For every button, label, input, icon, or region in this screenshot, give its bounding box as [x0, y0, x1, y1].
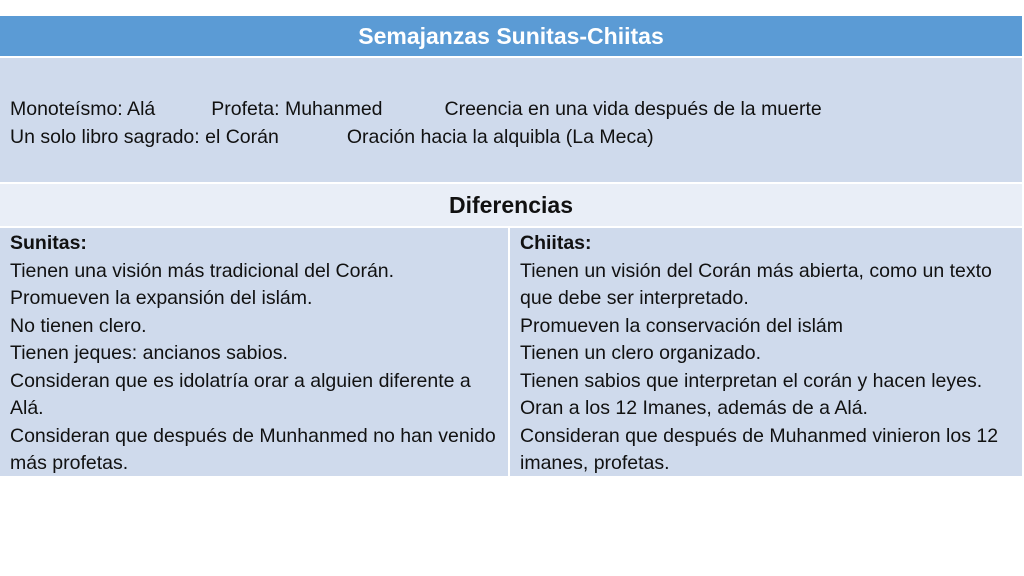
comparison-table — [0, 16, 1022, 476]
similarities-cell — [0, 58, 1022, 184]
similarity-item: Monoteísmo: Alá — [10, 98, 156, 120]
list-item: Tienen un clero organizado. — [520, 342, 762, 364]
differences-heading: Diferencias — [0, 184, 1022, 228]
differences-row — [0, 228, 1022, 476]
list-item: Tienen sabios que interpretan el corán y hacen leyes. — [520, 369, 983, 392]
list-item: No tienen clero. — [10, 314, 147, 337]
sunitas-heading: Sunitas: — [10, 232, 87, 254]
list-item: Consideran que después de Munhanmed no han venido más profetas. — [10, 424, 496, 474]
list-item: Tienen jeques: ancianos sabios. — [10, 342, 288, 364]
list-item: Promueven la expansión del islám. — [10, 287, 313, 309]
sunitas-column — [0, 228, 510, 476]
list-item: Tienen un visión del Corán más abierta, como un texto que debe ser interpretado. — [520, 259, 992, 309]
similarity-item: Profeta: Muhanmed — [211, 98, 383, 120]
list-item: Oran a los 12 Imanes, además de a Alá. — [520, 397, 868, 419]
list-item: Consideran que es idolatría orar a alguien diferente a Alá. — [10, 369, 471, 419]
similarity-item: Creencia en una vida después de la muerte — [444, 98, 822, 120]
table-title: Semajanzas Sunitas-Chiitas — [0, 16, 1022, 58]
similarities-line-1 — [10, 98, 822, 121]
list-item: Consideran que después de Muhanmed vinieron los 12 imanes, profetas. — [520, 424, 999, 474]
similarity-item: Oración hacia la alquibla (La Meca) — [346, 126, 654, 148]
list-item: Promueven la conservación del islám — [520, 314, 843, 337]
similarities-line-2 — [10, 126, 654, 149]
similarity-item: Un solo libro sagrado: el Corán — [10, 126, 279, 148]
list-item: Tienen una visión más tradicional del Corán. — [10, 259, 395, 282]
chiitas-heading: Chiitas: — [520, 232, 592, 254]
chiitas-column — [510, 228, 1022, 476]
